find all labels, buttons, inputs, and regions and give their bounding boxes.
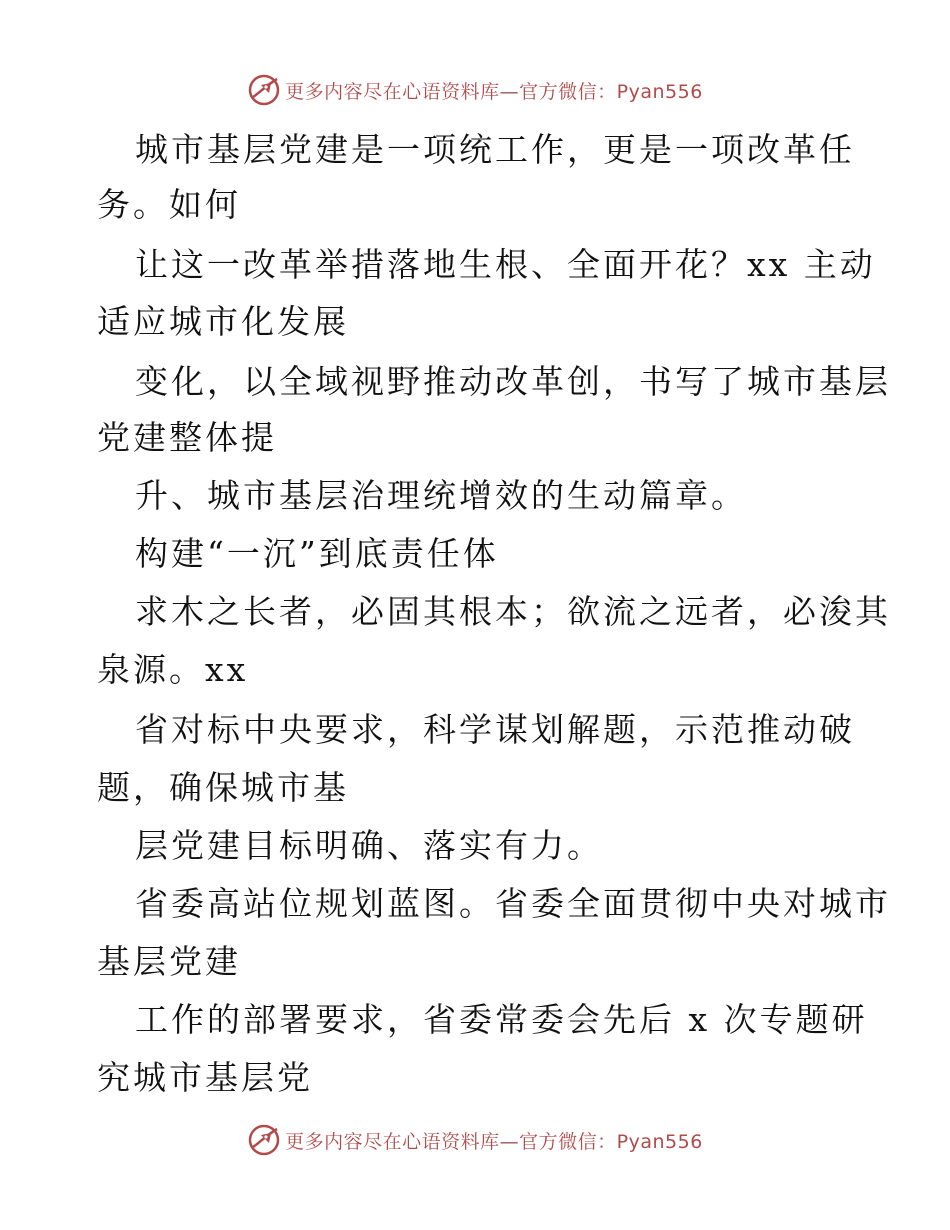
body-line: 题，确保城市基 [97,768,349,807]
header-text [285,77,703,104]
body-line: 省对标中央要求，科学谋划解题，示范推动破 [135,710,855,749]
body-line: 变化，以全域视野推动改革创，书写了城市基层 [135,362,891,401]
body-line: 党建整体提 [97,418,277,457]
header-banner [0,70,950,110]
header-separator: — [499,80,520,103]
body-line: 构建“一沉”到底责任体 [135,534,499,573]
body-line: 求木之长者，必固其根本；欲流之远者，必浚其 [135,592,891,631]
footer-text [285,1127,703,1154]
footer-brand-text: 更多内容尽在心语资料库 [285,1130,500,1153]
body-line: 升、城市基层治理统增效的生动篇章。 [135,476,747,515]
body-line: 让这一改革举措落地生根、全面开花？xx 主动 [135,245,876,284]
pen-nib-logo-icon [247,1123,281,1157]
body-line: 城市基层党建是一项统工作，更是一项改革任 [135,130,855,169]
body-line: 层党建目标明确、落实有力。 [135,826,603,865]
body-line: 究城市基层党 [97,1058,313,1097]
header-brand-text: 更多内容尽在心语资料库 [285,80,500,103]
pen-nib-logo-icon [247,73,281,107]
body-line: 适应城市化发展 [97,302,349,341]
header-wechat-text: 官方微信：Pyan556 [519,80,703,103]
footer-banner [0,1120,950,1160]
body-line: 工作的部署要求，省委常委会先后 x 次专题研 [135,1000,868,1039]
body-line: 务。如何 [97,185,241,224]
body-line: 省委高站位规划蓝图。省委全面贯彻中央对城市 [135,884,891,923]
footer-wechat-text: 官方微信：Pyan556 [519,1130,703,1153]
body-line: 基层党建 [97,942,241,981]
body-line: 泉源。xx [97,650,249,689]
footer-separator: — [499,1130,520,1153]
